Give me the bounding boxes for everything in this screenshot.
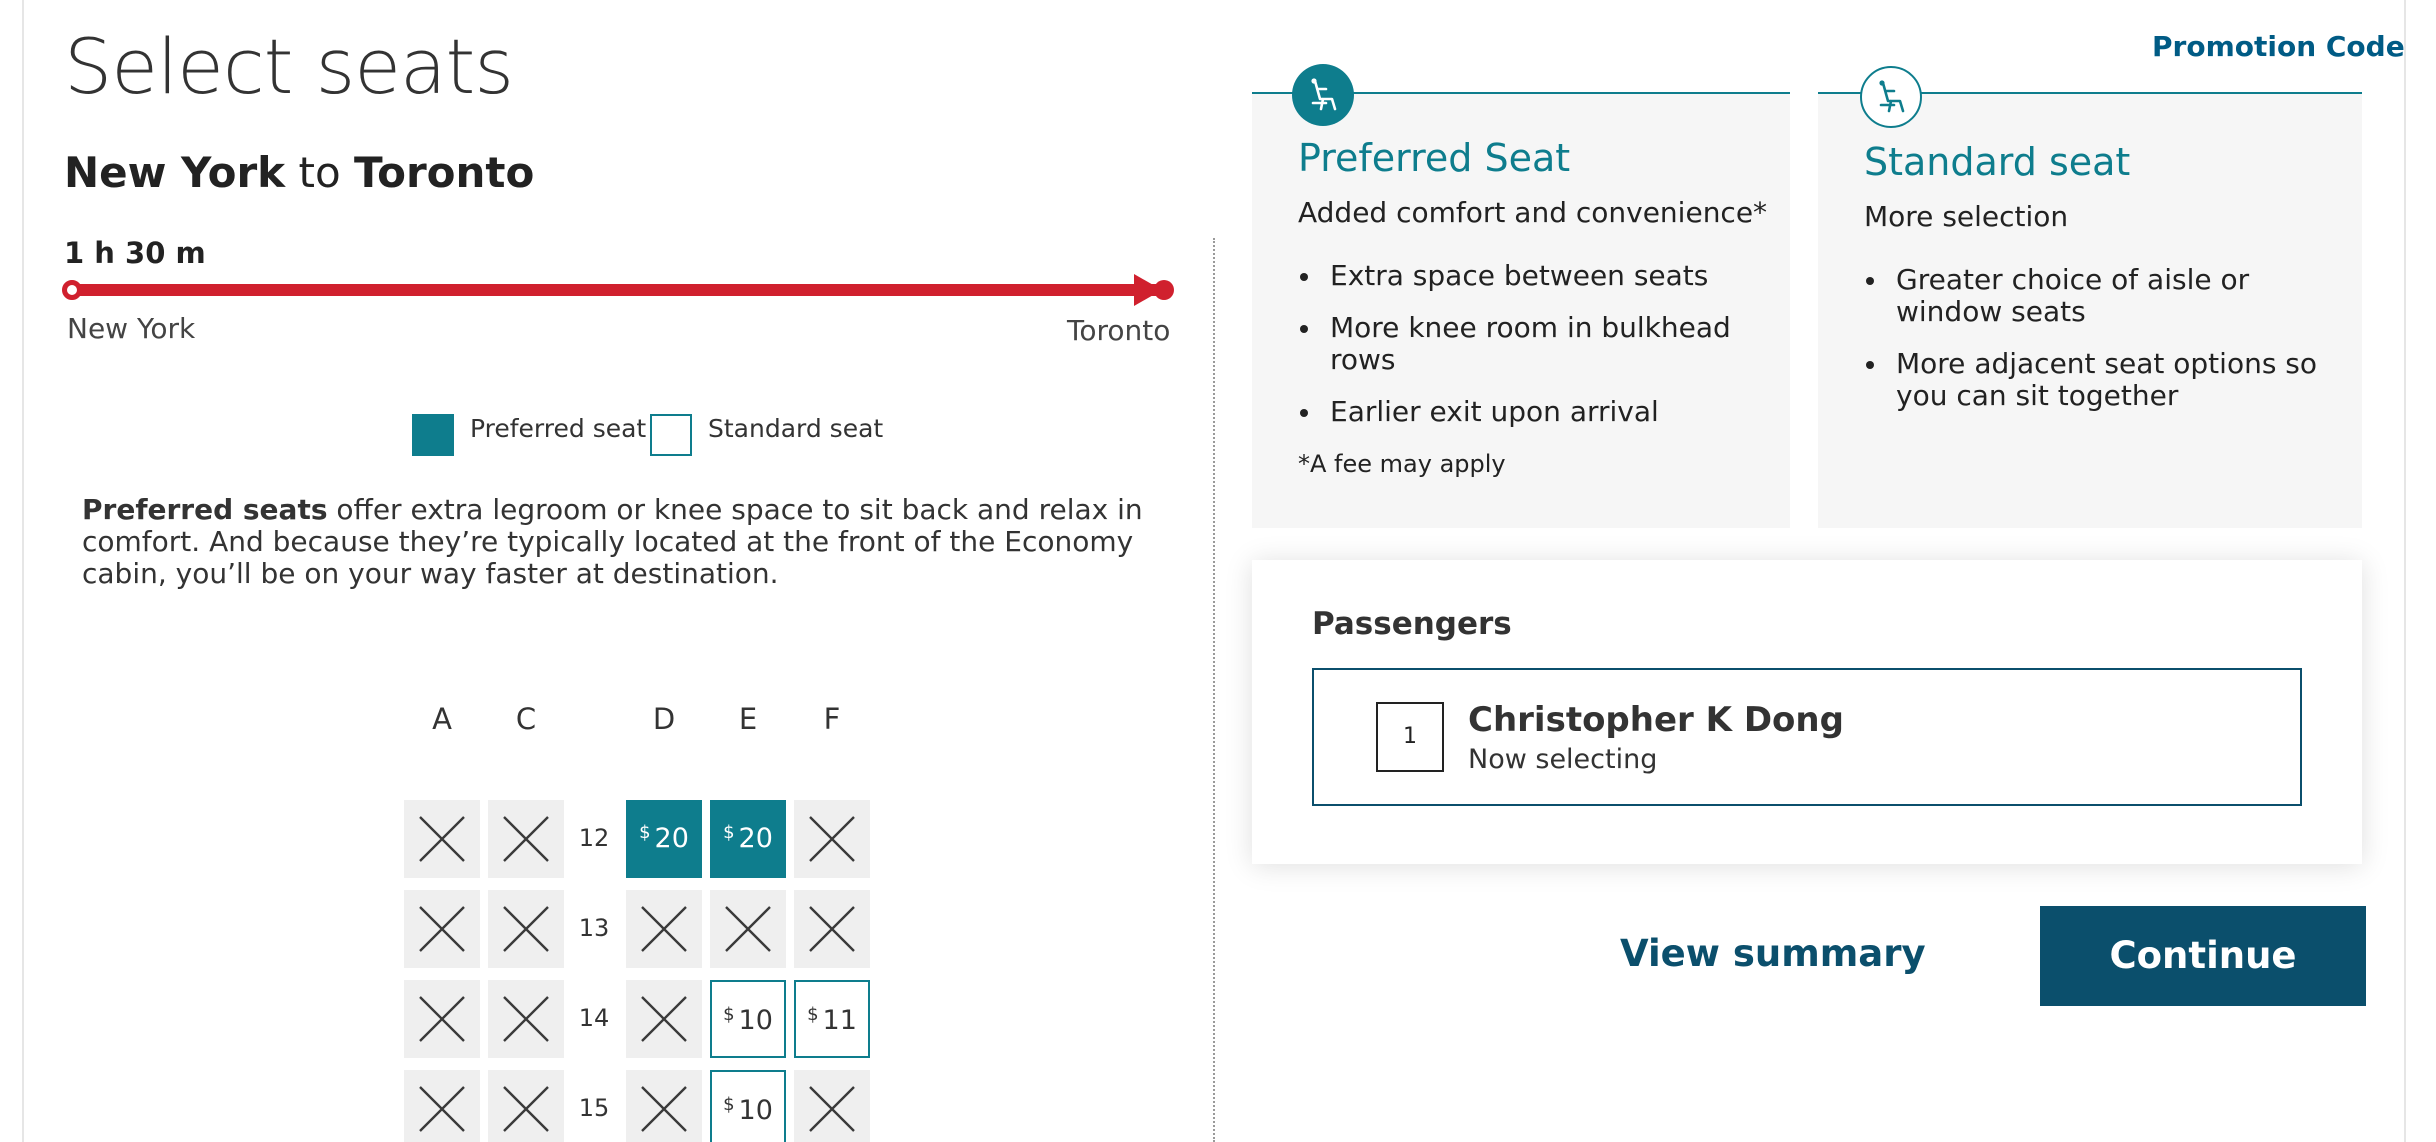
currency-symbol: $ [807,1004,819,1025]
unavailable-seat [404,800,480,878]
seat-column-label: A [432,702,452,736]
route-connector: to [298,148,341,197]
unavailable-x-icon [640,1085,688,1133]
passengers-title: Passengers [1312,606,1512,642]
fee-note: *A fee may apply [1298,450,1506,478]
unavailable-x-icon [418,995,466,1043]
unavailable-seat [404,1070,480,1142]
unavailable-seat [710,890,786,968]
unavailable-x-icon [418,905,466,953]
legend-standard-label: Standard seat [708,414,884,443]
seat-row-number: 14 [578,1004,610,1032]
passenger-status: Now selecting [1468,744,1658,775]
unavailable-x-icon [502,815,550,863]
page-border-right [2404,0,2406,1142]
price-amount: 20 [738,823,773,854]
unavailable-seat [488,800,564,878]
description-bold: Preferred seats [82,493,328,526]
standard-seat-card [1818,92,2362,528]
page-border-left [22,0,24,1142]
standard-seat-subtitle: More selection [1864,200,2069,233]
unavailable-x-icon [418,815,466,863]
unavailable-x-icon [502,905,550,953]
standard-seat[interactable] [794,980,870,1058]
view-summary-link[interactable]: View summary [1620,932,1926,975]
benefit-item: Extra space between seats [1298,260,1758,292]
preferred-seat-card [1252,92,1790,528]
passenger-number: 1 [1376,702,1444,772]
seat-column-label: F [823,702,841,736]
preferred-seat-subtitle: Added comfort and convenience* [1298,196,1768,229]
standard-seat[interactable] [710,1070,786,1142]
destination-label: Toronto [1067,314,1171,347]
unavailable-seat [794,890,870,968]
standard-seat[interactable] [710,980,786,1058]
legend-preferred-label: Preferred seat [470,414,647,443]
flight-destination-dot [1154,280,1174,300]
benefit-item: Greater choice of aisle or window seats [1864,264,2324,328]
route-destination: Toronto [354,148,535,197]
description-text: offer extra legroom or knee space to sit back and relax in comfort. And because they’re typically located at the front of the Economy cabin, you’ll be on your way faster at destination. [82,493,1143,590]
route-heading [64,148,534,197]
benefit-item: More adjacent seat options so you can sit together [1864,348,2324,412]
benefit-item: Earlier exit upon arrival [1298,396,1758,428]
seat-price [712,1004,784,1036]
unavailable-x-icon [724,905,772,953]
seat-row-number: 13 [578,914,610,942]
seat-row-number: 12 [578,824,610,852]
seat-icon [1860,66,1922,128]
passengers-panel [1252,560,2362,864]
price-amount: 20 [654,823,689,854]
price-amount: 10 [738,1095,773,1126]
unavailable-x-icon [808,815,856,863]
unavailable-seat [404,890,480,968]
seat-row-number: 15 [578,1094,610,1122]
unavailable-x-icon [808,1085,856,1133]
unavailable-seat [488,1070,564,1142]
legend-standard-swatch [650,414,692,456]
currency-symbol: $ [723,1094,735,1115]
column-divider [1213,238,1215,1142]
page-title: Select seats [64,22,513,111]
origin-label: New York [67,312,196,345]
unavailable-seat [488,980,564,1058]
unavailable-seat [626,980,702,1058]
seat-icon [1292,64,1354,126]
preferred-seat-title: Preferred Seat [1298,136,1571,180]
currency-symbol: $ [723,1004,735,1025]
passenger-name: Christopher K Dong [1468,700,1844,740]
unavailable-x-icon [808,905,856,953]
preferred-seat-benefits [1298,260,1758,448]
unavailable-seat [794,800,870,878]
benefit-item: More knee room in bulkhead rows [1298,312,1758,376]
flight-path-line [66,284,1156,296]
promotion-code-link[interactable]: Promotion Code [2152,30,2405,63]
standard-seat-title: Standard seat [1864,140,2131,184]
seat-column-label: D [652,702,676,736]
unavailable-x-icon [418,1085,466,1133]
seat-column-label: C [515,702,537,736]
unavailable-x-icon [502,995,550,1043]
preferred-seat[interactable] [626,800,702,878]
unavailable-seat [404,980,480,1058]
continue-button[interactable]: Continue [2040,906,2366,1006]
currency-symbol: $ [639,822,651,843]
price-amount: 11 [822,1005,857,1036]
seat-column-label: E [738,702,758,736]
preferred-seats-description [82,494,1192,590]
unavailable-x-icon [640,905,688,953]
flight-origin-dot [62,280,82,300]
unavailable-seat [488,890,564,968]
flight-duration: 1 h 30 m [64,236,206,270]
unavailable-seat [626,1070,702,1142]
seat-price [626,822,702,854]
seat-price [710,822,786,854]
preferred-seat[interactable] [710,800,786,878]
legend-preferred-swatch [412,414,454,456]
standard-seat-benefits [1864,264,2324,432]
currency-symbol: $ [723,822,735,843]
seat-price [712,1094,784,1126]
passenger-card[interactable] [1312,668,2302,806]
unavailable-x-icon [502,1085,550,1133]
unavailable-seat [626,890,702,968]
unavailable-seat [794,1070,870,1142]
seat-price [796,1004,868,1036]
price-amount: 10 [738,1005,773,1036]
route-origin: New York [64,148,286,197]
unavailable-x-icon [640,995,688,1043]
